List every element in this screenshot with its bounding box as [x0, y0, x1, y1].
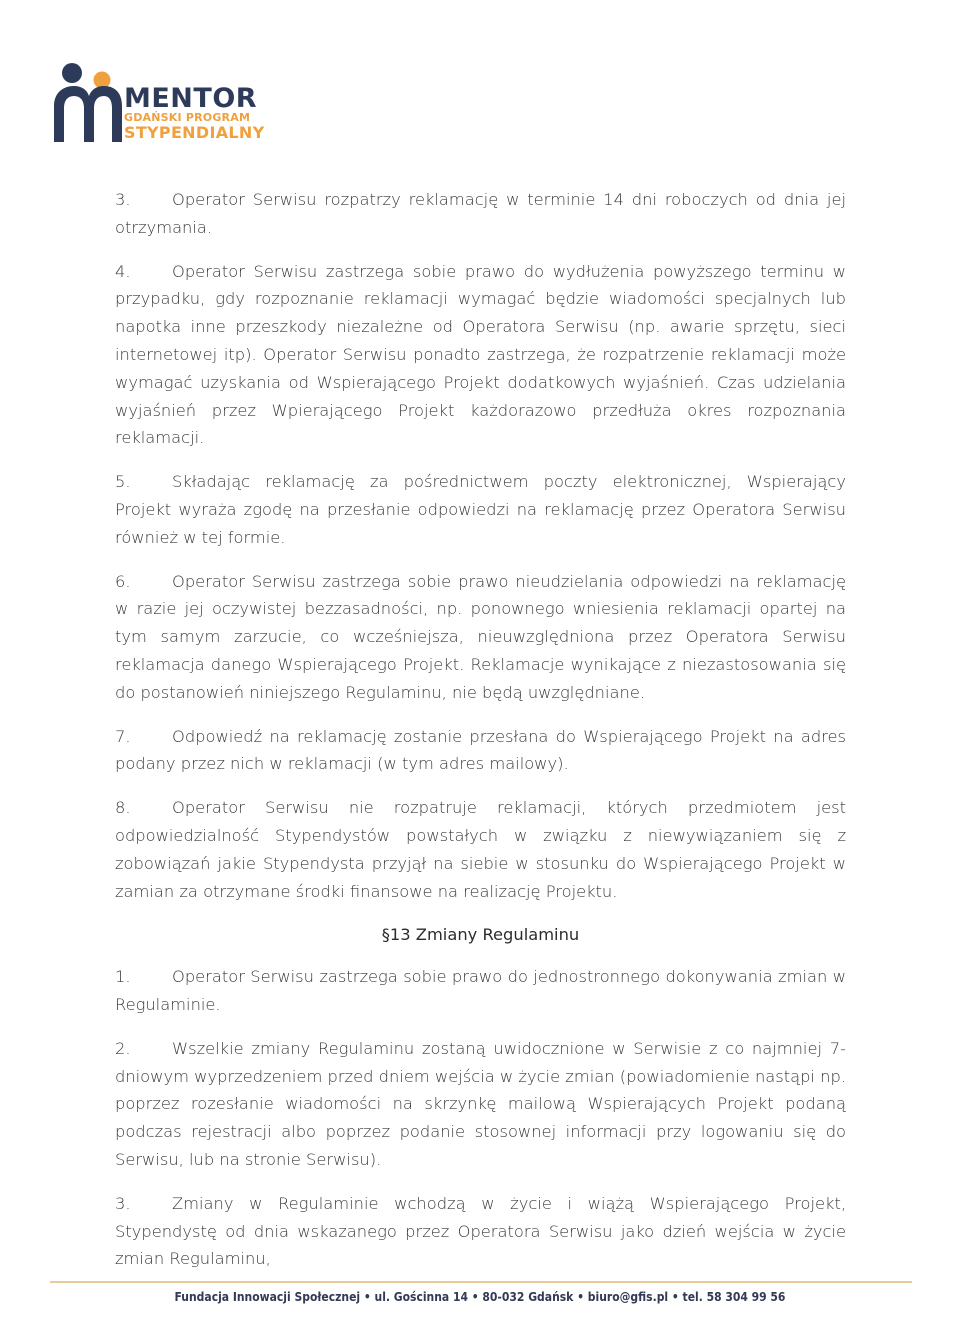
paragraph-text: Operator Serwisu zastrzega sobie prawo nieudzielania odpowiedzi na reklamację w razie jej oczywistej bezzasadności, np. ponownego wniesienia reklamacji opartej na tym samym zarzucie, co wcześniejsza, nieuwzględniona przez Operatora Serwisu reklamacja danego Wspierającego Projekt. Reklamacje wynikające z niezastosowania się do postanowień niniejszego Regulaminu, nie będą uwzględniane. — [115, 571, 846, 702]
paragraph-text: Operator Serwisu zastrzega sobie prawo do jednostronnego dokonywania zmian w Regulaminie. — [115, 967, 846, 1014]
paragraph-text: Składając reklamację za pośrednictwem poczty elektronicznej, Wspierający Projekt wyraża zgodę na przesłanie odpowiedzi na reklamację przez Operatora Serwisu również w tej formie. — [115, 472, 846, 547]
paragraph-number: 5. — [115, 472, 131, 492]
paragraph-4 — [115, 258, 846, 453]
document-body — [115, 186, 846, 1289]
paragraph-number: 4. — [115, 261, 131, 281]
paragraph-text: Zmiany w Regulaminie wchodzą w życie i wiążą Wspierającego Projekt, Stypendystę od dnia wskazanego przez Operatora Serwisu jako dzień wejścia w życie zmian Regulaminu, — [115, 1193, 846, 1269]
paragraph-text: Odpowiedź na reklamację zostanie przesłana do Wspierającego Projekt na adres podany przez nich w reklamacji (w tym adres mailowy). — [115, 726, 846, 774]
paragraph-text: Operator Serwisu nie rozpatruje reklamacji, których przedmiotem jest odpowiedzialność Stypendystów powstałych w związku z niewywiązaniem się z zobowiązań jakie Stypendysta przyjął na siebie w stosunku do Wspierającego Projekt w zamian za otrzymane środki finansowe na realizację Projektu. — [115, 798, 846, 901]
paragraph-number: 8. — [115, 798, 131, 818]
logo-word: MENTOR — [124, 83, 258, 114]
paragraph-number: 2. — [115, 1038, 131, 1058]
paragraph-number: 1. — [115, 967, 131, 987]
footer-contact: Fundacja Innowacji Społecznej • ul. Gościnna 14 • 80-032 Gdańsk • biuro@gfis.pl • tel. 58 304 99 56 — [174, 1290, 786, 1304]
logo-text — [124, 83, 265, 142]
logo-subtitle-1: GDAŃSKI PROGRAM — [124, 111, 251, 124]
paragraph-text: Wszelkie zmiany Regulaminu zostaną uwidocznione w Serwisie z co najmniej 7-dniowym wyprzedzeniem przed dniem wejścia w życie zmian (powiadomienie nastąpi np. poprzez rozesłanie wiadomości na skrzynkę mailową Wspierających Projekt podaną podczas rejestracji albo poprzez podanie stosownej informacji przy logowaniu się do Serwisu, lub na stronie Serwisu). — [115, 1038, 846, 1169]
paragraph-13-3 — [115, 1190, 846, 1273]
paragraph-5 — [115, 468, 846, 551]
paragraph-13-1 — [115, 963, 846, 1019]
paragraph-7 — [115, 723, 846, 779]
mentor-logo-mark-icon — [52, 62, 126, 146]
footer-divider — [50, 1281, 912, 1283]
paragraph-text: Operator Serwisu rozpatrzy reklamację w terminie 14 dni roboczych od dnia jej otrzymania. — [115, 190, 846, 237]
paragraph-text: Operator Serwisu zastrzega sobie prawo do wydłużenia powyższego terminu w przypadku, gdy rozpoznanie reklamacji wymagać będzie wiadomości specjalnych lub napotka inne przeszkody niezależne od Operatora Serwisu (np. awarie sprzętu, sieci internetowej itp). Operator Serwisu ponadto zastrzega, że rozpatrzenie reklamacji może wymagać uzyskania od Wspierającego Projekt dodatkowych wyjaśnień. Czas udzielania wyjaśnień przez Wpierającego Projekt każdorazowo przedłuża okres rozpoznania reklamacji. — [115, 261, 846, 448]
paragraph-6 — [115, 568, 846, 707]
paragraph-8 — [115, 794, 846, 905]
paragraph-number: 6. — [115, 571, 131, 591]
section-heading: §13 Zmiany Regulaminu — [381, 925, 580, 945]
paragraph-3 — [115, 186, 846, 242]
paragraph-number: 7. — [115, 726, 131, 746]
logo-subtitle-2: STYPENDIALNY — [124, 123, 265, 142]
paragraph-number: 3. — [115, 190, 131, 209]
paragraph-number: 3. — [115, 1193, 131, 1213]
paragraph-13-2 — [115, 1035, 846, 1174]
